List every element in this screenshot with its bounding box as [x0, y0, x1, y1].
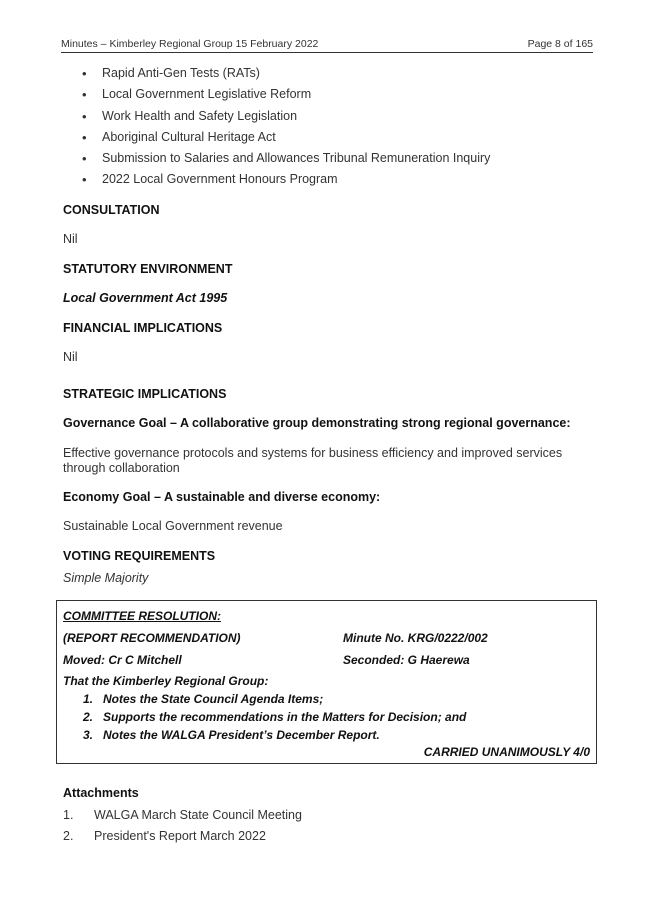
moved-by: Moved: Cr C Mitchell — [63, 653, 182, 667]
resolution-item-text: Notes the WALGA President’s December Report. — [103, 728, 380, 742]
header-document-title: Minutes – Kimberley Regional Group 15 February 2022 — [61, 38, 319, 50]
attachment-item — [63, 829, 266, 844]
consultation-text: Nil — [63, 232, 78, 246]
carried-status: CARRIED UNANIMOUSLY 4/0 — [423, 745, 590, 759]
attachment-title: President's Report March 2022 — [94, 829, 266, 843]
header-page-number: Page 8 of 165 — [527, 38, 593, 50]
attachment-number: 1. — [63, 808, 74, 822]
financial-text: Nil — [63, 350, 78, 364]
bullet-item: • Work Health and Safety Legislation — [80, 109, 490, 130]
statutory-text: Local Government Act 1995 — [63, 291, 228, 305]
bullet-item: • Submission to Salaries and Allowances Tribunal Remuneration Inquiry — [80, 151, 490, 172]
resolution-item-number: 1. — [83, 692, 94, 706]
financial-heading: FINANCIAL IMPLICATIONS — [63, 321, 223, 335]
voting-heading: VOTING REQUIREMENTS — [63, 549, 216, 563]
topic-bullet-list — [80, 66, 490, 194]
resolution-item-text: Supports the recommendations in the Matters for Decision; and — [103, 710, 467, 724]
minute-number: Minute No. KRG/0222/002 — [343, 631, 488, 645]
attachment-number: 2. — [63, 829, 74, 843]
economy-goal-text: Sustainable Local Government revenue — [63, 519, 283, 533]
consultation-heading: CONSULTATION — [63, 203, 160, 217]
bullet-item: • Rapid Anti-Gen Tests (RATs) — [80, 66, 490, 87]
bullet-item: • 2022 Local Government Honours Program — [80, 172, 490, 193]
attachment-title: WALGA March State Council Meeting — [94, 808, 302, 822]
seconded-by: Seconded: G Haerewa — [343, 653, 470, 667]
strategic-heading: STRATEGIC IMPLICATIONS — [63, 387, 227, 401]
governance-goal-heading: Governance Goal – A collaborative group demonstrating strong regional governance: — [63, 416, 571, 430]
resolution-title: COMMITTEE RESOLUTION: — [63, 609, 221, 623]
bullet-item: • Local Government Legislative Reform — [80, 87, 490, 108]
bullet-item: • Aboriginal Cultural Heritage Act — [80, 130, 490, 151]
attachment-item — [63, 808, 302, 823]
attachments-heading: Attachments — [63, 786, 139, 800]
governance-goal-text: Effective governance protocols and systems for business efficiency and improved services through collaboration — [63, 446, 563, 475]
report-recommendation: (REPORT RECOMMENDATION) — [63, 631, 241, 645]
statutory-heading: STATUTORY ENVIRONMENT — [63, 262, 233, 276]
page-header — [61, 38, 593, 53]
voting-text: Simple Majority — [63, 571, 149, 585]
economy-goal-heading: Economy Goal – A sustainable and diverse economy: — [63, 490, 381, 504]
resolution-item-number: 2. — [83, 710, 94, 724]
committee-resolution-box — [56, 600, 597, 764]
resolution-intro: That the Kimberley Regional Group: — [63, 674, 269, 688]
resolution-item-number: 3. — [83, 728, 94, 742]
resolution-item-text: Notes the State Council Agenda Items; — [103, 692, 324, 706]
